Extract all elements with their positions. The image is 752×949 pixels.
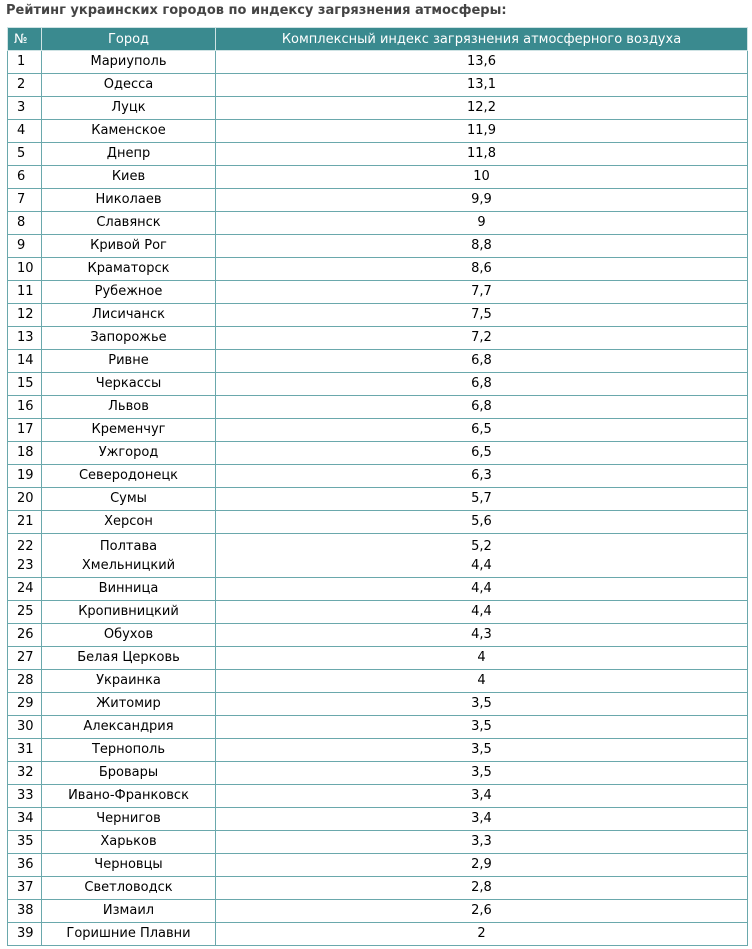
row-number-cell: 2 (8, 74, 42, 97)
index-value-cell: 3,5 (216, 739, 748, 762)
index-value-cell: 4,4 (216, 578, 748, 601)
row-number-cell: 37 (8, 877, 42, 900)
row-number-cell: 31 (8, 739, 42, 762)
table-row (8, 739, 748, 762)
index-value-cell: 2 (216, 923, 748, 946)
row-number-cell: 12 (8, 304, 42, 327)
page-title: Рейтинг украинских городов по индексу загрязнения атмосферы: (6, 3, 507, 18)
row-number-cell: 36 (8, 854, 42, 877)
index-value-cell: 2,8 (216, 877, 748, 900)
index-value-cell: 10 (216, 166, 748, 189)
column-header-num[interactable]: № (8, 28, 42, 51)
row-number-cell: 20 (8, 488, 42, 511)
row-number-cell: 35 (8, 831, 42, 854)
table-row (8, 808, 748, 831)
index-value-cell: 11,9 (216, 120, 748, 143)
table-row (8, 693, 748, 716)
index-value-cell: 7,2 (216, 327, 748, 350)
table-row (8, 396, 748, 419)
row-number-cell: 3 (8, 97, 42, 120)
row-number-cell: 29 (8, 693, 42, 716)
city-cell: Днепр (42, 143, 216, 166)
index-value-cell: 12,2 (216, 97, 748, 120)
city-cell: Львов (42, 396, 216, 419)
index-value-cell: 4 (216, 647, 748, 670)
row-number-cell: 14 (8, 350, 42, 373)
city-cell: Одесса (42, 74, 216, 97)
table-row (8, 465, 748, 488)
city-cell: Кропивницкий (42, 601, 216, 624)
city-cell: Александрия (42, 716, 216, 739)
table-row (8, 785, 748, 808)
row-number-cell: 38 (8, 900, 42, 923)
row-number-cell: 33 (8, 785, 42, 808)
index-value-cell: 4,4 (216, 601, 748, 624)
table-row (8, 900, 748, 923)
index-value-text: 4,4 (471, 557, 492, 573)
index-value-cell: 3,5 (216, 762, 748, 785)
index-value-cell: 3,3 (216, 831, 748, 854)
city-cell: Кривой Рог (42, 235, 216, 258)
city-cell: Харьков (42, 831, 216, 854)
table-row (8, 534, 748, 578)
city-cell: Каменское (42, 120, 216, 143)
index-value-cell: 3,5 (216, 693, 748, 716)
index-value-cell: 5,6 (216, 511, 748, 534)
row-number-cell: 16 (8, 396, 42, 419)
city-cell (42, 534, 216, 578)
index-value-text: 5,2 (471, 538, 492, 554)
city-cell: Ужгород (42, 442, 216, 465)
city-cell: Северодонецк (42, 465, 216, 488)
table-row (8, 373, 748, 396)
city-cell: Краматорск (42, 258, 216, 281)
rating-table (7, 27, 748, 946)
city-cell: Рубежное (42, 281, 216, 304)
row-number-cell: 7 (8, 189, 42, 212)
table-row (8, 624, 748, 647)
row-number-cell: 39 (8, 923, 42, 946)
column-header-index[interactable]: Комплексный индекс загрязнения атмосферного воздуха (216, 28, 748, 51)
city-cell: Лисичанск (42, 304, 216, 327)
index-value-cell: 13,1 (216, 74, 748, 97)
index-value-cell: 8,6 (216, 258, 748, 281)
city-cell: Кременчуг (42, 419, 216, 442)
table-header-row (8, 28, 748, 51)
city-cell: Мариуполь (42, 51, 216, 74)
index-value-cell: 4 (216, 670, 748, 693)
row-number-cell: 25 (8, 601, 42, 624)
city-cell: Запорожье (42, 327, 216, 350)
row-number-cell: 5 (8, 143, 42, 166)
city-cell: Ривне (42, 350, 216, 373)
city-text: Хмельницкий (81, 557, 176, 573)
row-number-cell: 30 (8, 716, 42, 739)
index-value-cell: 8,8 (216, 235, 748, 258)
city-cell: Обухов (42, 624, 216, 647)
table-row (8, 212, 748, 235)
table-row (8, 281, 748, 304)
city-cell: Чернигов (42, 808, 216, 831)
index-value-cell: 2,6 (216, 900, 748, 923)
table-row (8, 877, 748, 900)
table-row (8, 419, 748, 442)
index-value-cell: 6,8 (216, 373, 748, 396)
row-number-cell: 21 (8, 511, 42, 534)
city-cell: Украинка (42, 670, 216, 693)
table-row (8, 488, 748, 511)
row-number-cell: 13 (8, 327, 42, 350)
table-row (8, 831, 748, 854)
index-value-cell: 6,5 (216, 442, 748, 465)
index-value-cell: 6,3 (216, 465, 748, 488)
table-row (8, 327, 748, 350)
table-row (8, 442, 748, 465)
city-cell: Тернополь (42, 739, 216, 762)
table-row (8, 97, 748, 120)
table-row (8, 578, 748, 601)
city-cell: Житомир (42, 693, 216, 716)
city-cell: Славянск (42, 212, 216, 235)
table-row (8, 716, 748, 739)
row-number-cell: 26 (8, 624, 42, 647)
index-value-cell (216, 534, 748, 578)
city-cell: Горишние Плавни (42, 923, 216, 946)
index-value-cell: 7,7 (216, 281, 748, 304)
index-value-cell: 7,5 (216, 304, 748, 327)
table-row (8, 511, 748, 534)
city-cell: Херсон (42, 511, 216, 534)
index-value-cell: 11,8 (216, 143, 748, 166)
city-cell: Измаил (42, 900, 216, 923)
row-number-cell (8, 534, 42, 578)
row-number-cell: 15 (8, 373, 42, 396)
city-cell: Бровары (42, 762, 216, 785)
index-value-cell: 6,8 (216, 396, 748, 419)
table-row (8, 647, 748, 670)
table-row (8, 143, 748, 166)
city-cell: Луцк (42, 97, 216, 120)
table-row (8, 670, 748, 693)
index-value-cell: 3,5 (216, 716, 748, 739)
table-row (8, 350, 748, 373)
row-number-cell: 11 (8, 281, 42, 304)
table-row (8, 258, 748, 281)
index-value-cell: 9 (216, 212, 748, 235)
index-value-cell: 6,5 (216, 419, 748, 442)
city-cell: Светловодск (42, 877, 216, 900)
row-number-text: 23 (17, 557, 34, 573)
index-value-cell: 13,6 (216, 51, 748, 74)
city-cell: Белая Церковь (42, 647, 216, 670)
row-number-cell: 9 (8, 235, 42, 258)
table-row (8, 166, 748, 189)
row-number-cell: 17 (8, 419, 42, 442)
index-value-cell: 9,9 (216, 189, 748, 212)
row-number-text: 22 (17, 538, 34, 554)
city-text: Полтава (99, 538, 158, 554)
row-number-cell: 10 (8, 258, 42, 281)
table-row (8, 74, 748, 97)
table-row (8, 189, 748, 212)
table-row (8, 762, 748, 785)
row-number-cell: 8 (8, 212, 42, 235)
index-value-cell: 2,9 (216, 854, 748, 877)
row-number-cell: 32 (8, 762, 42, 785)
city-cell: Николаев (42, 189, 216, 212)
city-cell: Киев (42, 166, 216, 189)
index-value-cell: 4,3 (216, 624, 748, 647)
row-number-cell: 4 (8, 120, 42, 143)
city-cell: Винница (42, 578, 216, 601)
row-number-cell: 34 (8, 808, 42, 831)
table-row (8, 120, 748, 143)
table-row (8, 854, 748, 877)
row-number-cell: 19 (8, 465, 42, 488)
row-number-cell: 18 (8, 442, 42, 465)
city-cell: Черкассы (42, 373, 216, 396)
index-value-cell: 5,7 (216, 488, 748, 511)
city-cell: Черновцы (42, 854, 216, 877)
table-row (8, 51, 748, 74)
row-number-cell: 28 (8, 670, 42, 693)
row-number-cell: 27 (8, 647, 42, 670)
table-row (8, 304, 748, 327)
row-number-cell: 6 (8, 166, 42, 189)
column-header-city[interactable]: Город (42, 28, 216, 51)
table-row (8, 923, 748, 946)
index-value-cell: 3,4 (216, 785, 748, 808)
table-row (8, 235, 748, 258)
table-body (8, 51, 748, 946)
index-value-cell: 6,8 (216, 350, 748, 373)
city-cell: Сумы (42, 488, 216, 511)
city-cell: Ивано-Франковск (42, 785, 216, 808)
row-number-cell: 1 (8, 51, 42, 74)
index-value-cell: 3,4 (216, 808, 748, 831)
table-row (8, 601, 748, 624)
row-number-cell: 24 (8, 578, 42, 601)
